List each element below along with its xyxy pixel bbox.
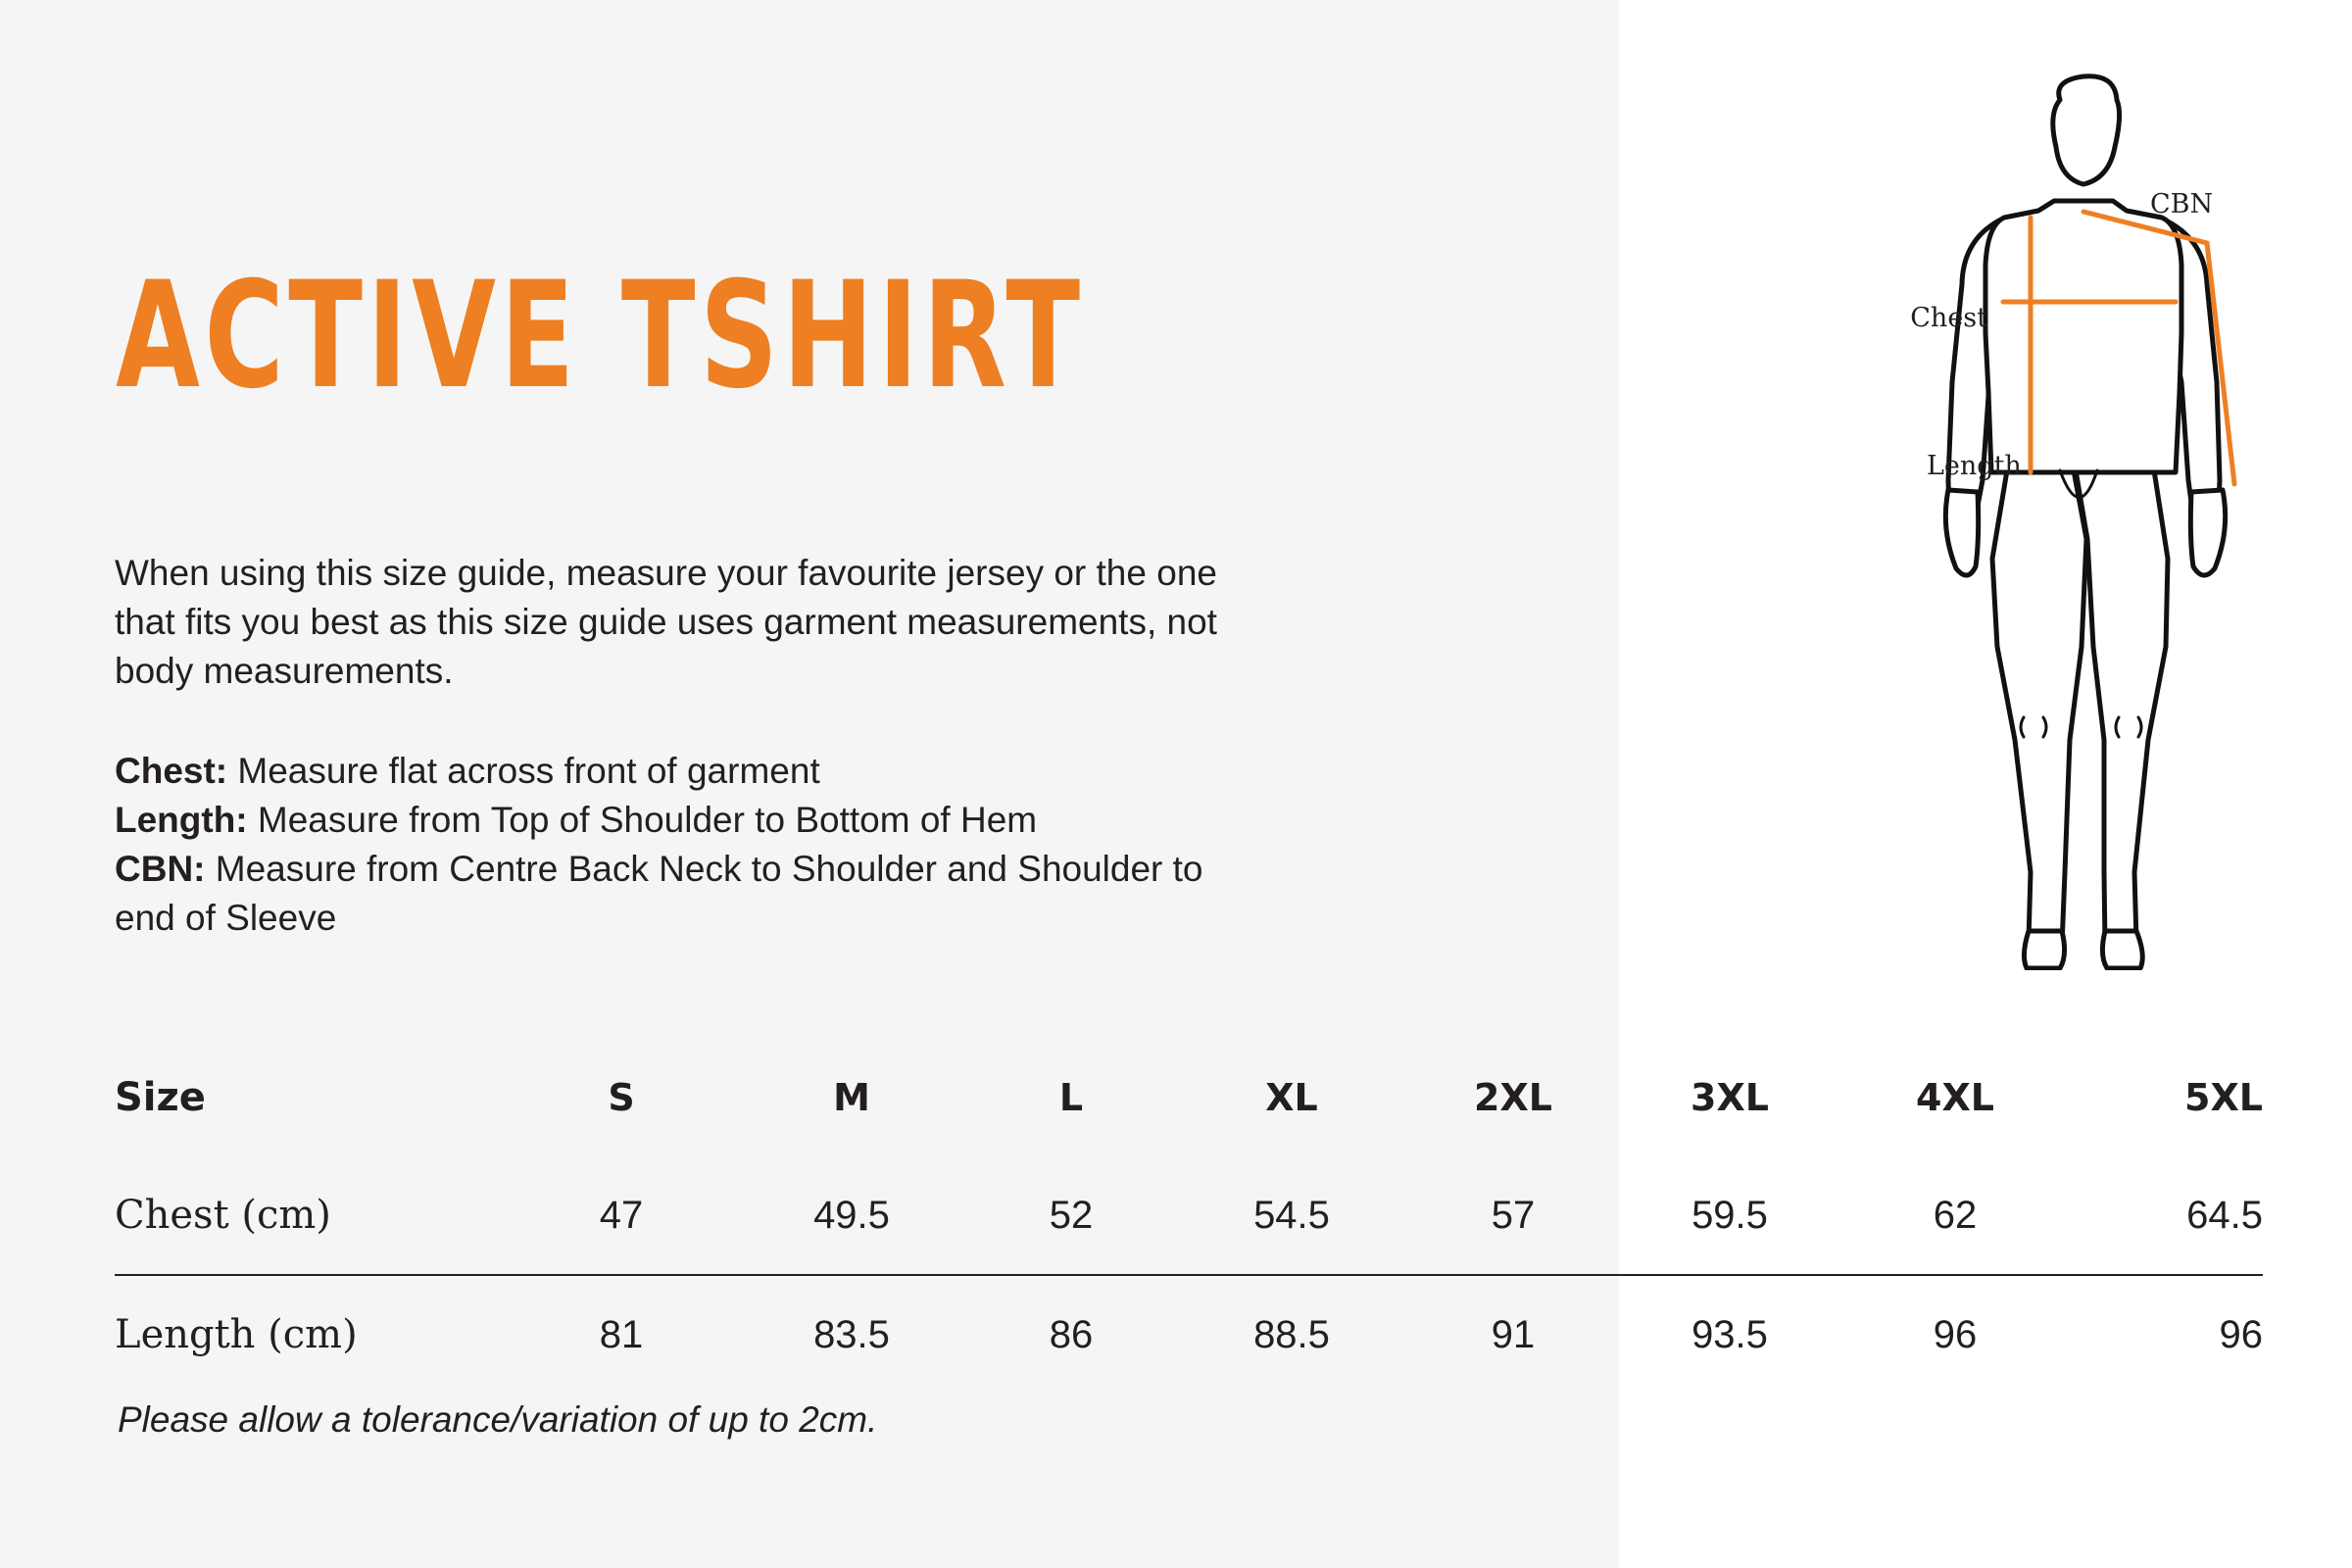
size-header-cell: 4XL bbox=[1916, 1076, 1994, 1119]
table-cell: 52 bbox=[965, 1156, 1177, 1275]
table-cell: 86 bbox=[1049, 1312, 1094, 1356]
table-cell: 96 bbox=[2219, 1312, 2263, 1356]
definition-term: Chest: bbox=[115, 751, 228, 791]
definition-text: Measure flat across front of garment bbox=[227, 751, 820, 791]
table-cell: 49.5 bbox=[738, 1156, 965, 1275]
cbn-label: CBN bbox=[2150, 189, 2214, 220]
body-measurement-figure bbox=[1803, 69, 2254, 970]
right-hand bbox=[2190, 490, 2225, 575]
size-header-cell: L bbox=[1058, 1076, 1084, 1119]
size-header-cell: XL bbox=[1265, 1076, 1318, 1119]
size-table bbox=[115, 1039, 2263, 1394]
size-header-label: Size bbox=[115, 1075, 206, 1120]
body-figure-svg bbox=[1803, 69, 2254, 970]
left-foot bbox=[2024, 931, 2064, 968]
left-hand bbox=[1945, 490, 1978, 575]
definition-chest bbox=[115, 747, 1242, 796]
measurement-definitions bbox=[115, 747, 1242, 943]
definition-length bbox=[115, 796, 1242, 845]
table-cell: 93.5 bbox=[1691, 1312, 1768, 1356]
definition-term: CBN: bbox=[115, 849, 206, 889]
row-label: Chest (cm) bbox=[115, 1156, 505, 1275]
chest-row bbox=[115, 1156, 2263, 1275]
table-cell: 91 bbox=[1491, 1312, 1536, 1356]
size-header-row bbox=[115, 1039, 2263, 1156]
head bbox=[2053, 76, 2120, 184]
table-cell: 96 bbox=[1933, 1312, 1978, 1356]
size-header-cell: 3XL bbox=[1690, 1076, 1769, 1119]
intro-text: When using this size guide, measure your favourite jersey or the one that fits you best as this size guide uses garment measurements, not body measurements. bbox=[115, 553, 1217, 691]
left-leg bbox=[1992, 470, 2086, 946]
page-title: ACTIVE TSHIRT bbox=[116, 251, 1085, 421]
definition-text: Measure from Top of Shoulder to Bottom of Hem bbox=[247, 800, 1038, 840]
size-header-cell: 2XL bbox=[1474, 1076, 1552, 1119]
torso bbox=[1985, 201, 2181, 472]
table-cell: 54.5 bbox=[1177, 1156, 1406, 1275]
right-leg bbox=[2076, 470, 2168, 946]
row-label: Length (cm) bbox=[115, 1312, 358, 1357]
table-cell: 88.5 bbox=[1253, 1312, 1330, 1356]
definition-cbn bbox=[115, 845, 1242, 943]
table-cell: 62 bbox=[1839, 1156, 2071, 1275]
size-header-cell: S bbox=[608, 1076, 635, 1119]
table-cell: 83.5 bbox=[813, 1312, 890, 1356]
right-foot bbox=[2102, 931, 2142, 968]
tolerance-note: Please allow a tolerance/variation of up to 2cm. bbox=[118, 1399, 878, 1440]
definition-text: Measure from Centre Back Neck to Shoulder and Shoulder to end of Sleeve bbox=[115, 849, 1203, 938]
table-cell: 47 bbox=[505, 1156, 738, 1275]
table-cell: 59.5 bbox=[1620, 1156, 1839, 1275]
size-header-cell: M bbox=[833, 1076, 870, 1119]
size-header-cell: 5XL bbox=[2184, 1076, 2263, 1119]
length-row bbox=[115, 1275, 2263, 1394]
table-cell: 57 bbox=[1406, 1156, 1620, 1275]
definition-term: Length: bbox=[115, 800, 248, 840]
table-cell: 81 bbox=[599, 1312, 644, 1356]
length-label: Length bbox=[1927, 451, 2022, 481]
chest-label: Chest bbox=[1910, 303, 1987, 333]
table-cell: 64.5 bbox=[2071, 1156, 2263, 1275]
